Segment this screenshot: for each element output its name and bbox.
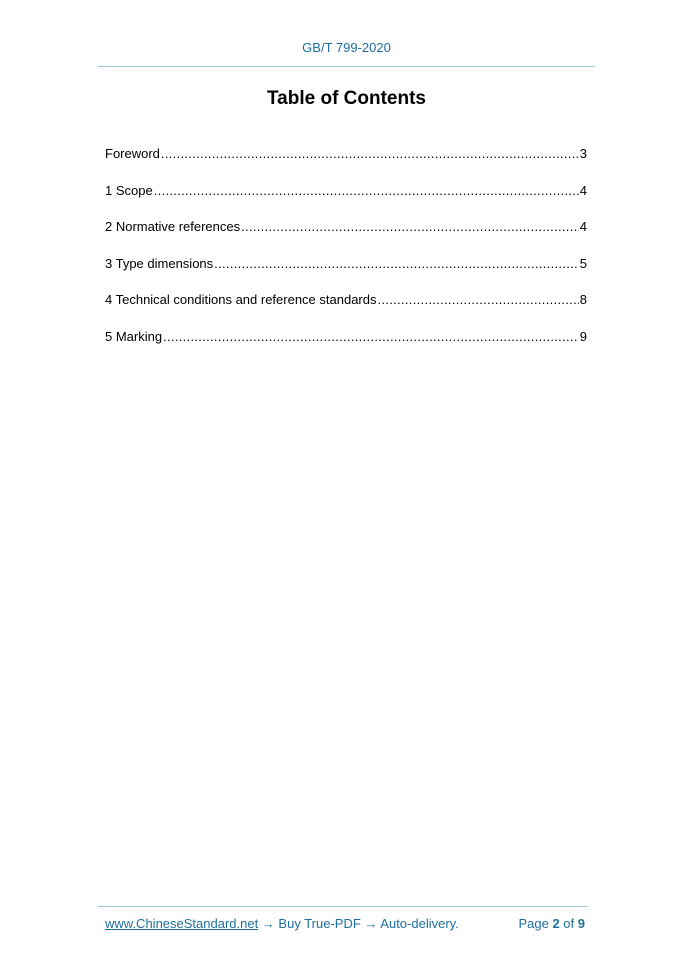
page-title: Table of Contents (266, 88, 427, 109)
toc-dot-leader (161, 145, 579, 163)
toc-dot-leader (154, 182, 579, 200)
toc-entry-scope[interactable] (105, 182, 587, 219)
toc-entry-normative-references[interactable] (105, 218, 587, 255)
running-header: GB/T 799-2020 (302, 40, 391, 55)
page-word: Page (518, 916, 549, 931)
toc-entry-page: 9 (579, 328, 587, 344)
page-number (518, 916, 585, 931)
current-page-number: 2 (552, 916, 560, 931)
toc-entry-page: 3 (579, 146, 587, 161)
toc-dot-leader (241, 218, 579, 236)
toc-entry-label: Foreword (105, 146, 160, 161)
header-divider (98, 66, 595, 67)
total-page-count: 9 (577, 916, 585, 931)
toc-entry-label: 5 Marking (105, 328, 163, 344)
toc-entry-page: 4 (579, 182, 587, 198)
toc-entry-page: 8 (579, 292, 587, 307)
toc-entry-type-dimensions[interactable] (105, 255, 587, 292)
toc-entry-label: 2 Normative references (105, 219, 241, 234)
toc-entry-page: 5 (579, 255, 587, 271)
table-of-contents (105, 145, 587, 364)
toc-entry-label: 1 Scope (105, 182, 153, 198)
toc-entry-technical-conditions[interactable] (105, 291, 587, 328)
footer-promo (105, 916, 459, 931)
toc-entry-label: 4 Technical conditions and reference standards (105, 292, 377, 307)
website-link[interactable]: www.ChineseStandard.net (105, 916, 259, 931)
toc-dot-leader (163, 328, 579, 346)
footer-divider (98, 906, 588, 907)
of-word: of (563, 916, 575, 931)
toc-entry-label: 3 Type dimensions (105, 255, 214, 271)
toc-dot-leader (214, 255, 579, 273)
toc-entry-marking[interactable] (105, 328, 587, 365)
footer-tagline: → Buy True-PDF → Auto-delivery. (258, 916, 459, 931)
toc-entry-page: 4 (579, 219, 587, 234)
toc-entry-foreword[interactable] (105, 145, 587, 182)
toc-dot-leader (378, 291, 579, 309)
